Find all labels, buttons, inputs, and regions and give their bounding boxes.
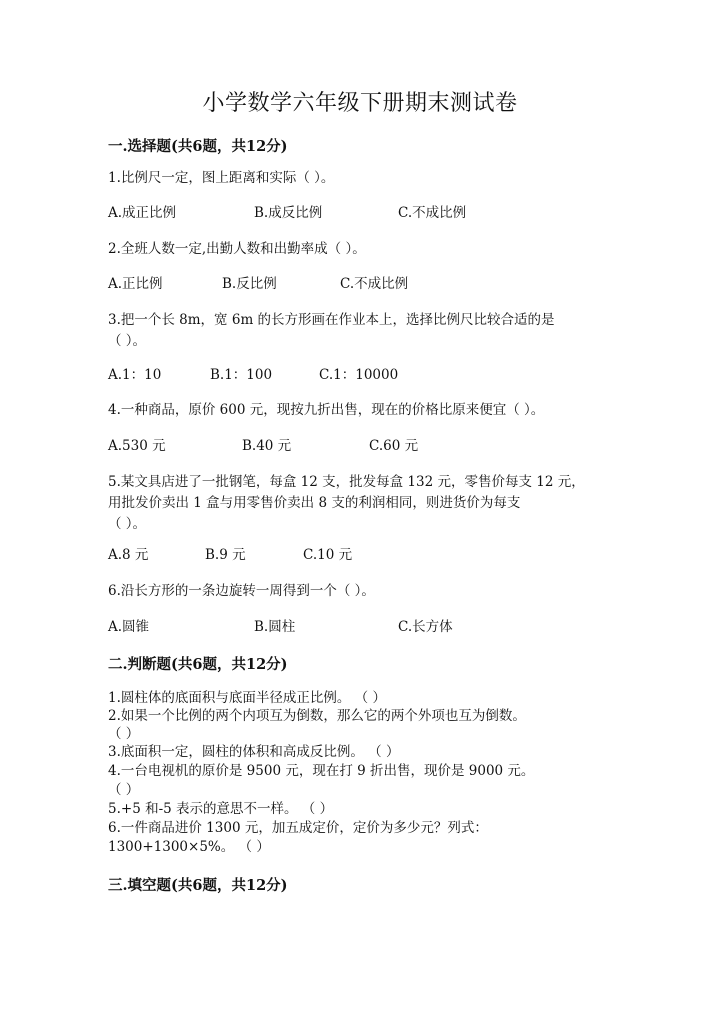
question-text: 3.把一个长 8m，宽 6m 的长方形画在作业本上，选择比例尺比较合适的是 [108,312,555,328]
option-b: B.9 元 [205,547,246,563]
option-b: B.圆柱 [254,619,296,635]
question-6 [108,581,375,602]
option-c: C.不成比例 [340,276,409,292]
option-c: C.长方体 [398,619,453,635]
question-3 [108,310,555,352]
judge-item-4: 4.一台电视机的原价是 9500 元，现在打 9 折出售，现价是 9000 元。 [108,763,535,779]
question-text: 5.某文具店进了一批钢笔，每盒 12 支，批发每盒 132 元，零售价每支 12 元， [108,474,585,490]
question-2-options [108,274,628,295]
question-5-options [108,545,628,566]
question-6-options [108,617,628,638]
judge-item-2-blank: （ ） [108,726,140,742]
judge-item-6-formula: 1300+1300×5%。 （ ） [108,839,270,855]
question-text: 用批发价卖出 1 盒与用零售价卖出 8 支的利润相同，则进货价为每支 [108,495,521,511]
question-text: 4.一种商品，原价 600 元，现按九折出售，现在的价格比原来便宜（ ）。 [108,402,545,418]
option-b: B.成反比例 [254,205,323,221]
section-heading-multiple-choice: 一.选择题(共6题，共12分) [108,138,288,155]
judge-item-5: 5.+5 和-5 表示的意思不一样。 （ ） [108,801,334,817]
judge-item-6: 6.一件商品进价 1300 元，加五成定价，定价为多少元？列式： [108,820,488,836]
option-c: C.不成比例 [398,205,467,221]
judge-item-1: 1.圆柱体的底面积与底面半径成正比例。 （ ） [108,690,386,706]
option-b: B.1：100 [210,367,273,383]
option-c: C.60 元 [369,438,419,454]
question-text: （ ）。 [108,516,147,532]
option-b: B.反比例 [222,276,277,292]
option-b: B.40 元 [242,438,292,454]
question-1-options [108,203,628,224]
question-text: （ ）。 [108,333,147,349]
question-5 [108,472,585,535]
option-a: A.8 元 [108,547,149,563]
judge-item-4-blank: （ ） [108,782,140,798]
section-heading-true-false: 二.判断题(共6题，共12分) [108,656,288,673]
judge-item-2: 2.如果一个比例的两个内项互为倒数，那么它的两个外项也互为倒数。 [108,708,526,724]
option-a: A.成正比例 [108,205,177,221]
option-c: C.10 元 [303,547,353,563]
question-text: 6.沿长方形的一条边旋转一周得到一个（ ）。 [108,583,375,599]
page-title: 小学数学六年级下册期末测试卷 [202,91,518,116]
question-2 [108,239,366,260]
option-a: A.正比例 [108,276,163,292]
question-text: 2.全班人数一定,出勤人数和出勤率成（ ）。 [108,241,366,257]
judge-item-3: 3.底面积一定，圆柱的体积和高成反比例。 （ ） [108,744,400,760]
option-c: C.1：10000 [319,367,399,383]
question-text: 1.比例尺一定，图上距离和实际（ ）。 [108,170,335,186]
option-a: A.圆锥 [108,619,150,635]
question-3-options [108,365,628,386]
question-4-options [108,436,628,457]
option-a: A.530 元 [108,438,166,454]
option-a: A.1：10 [108,367,162,383]
question-1 [108,168,334,189]
question-4 [108,400,544,421]
section-heading-fill-in: 三.填空题(共6题，共12分) [108,877,288,894]
